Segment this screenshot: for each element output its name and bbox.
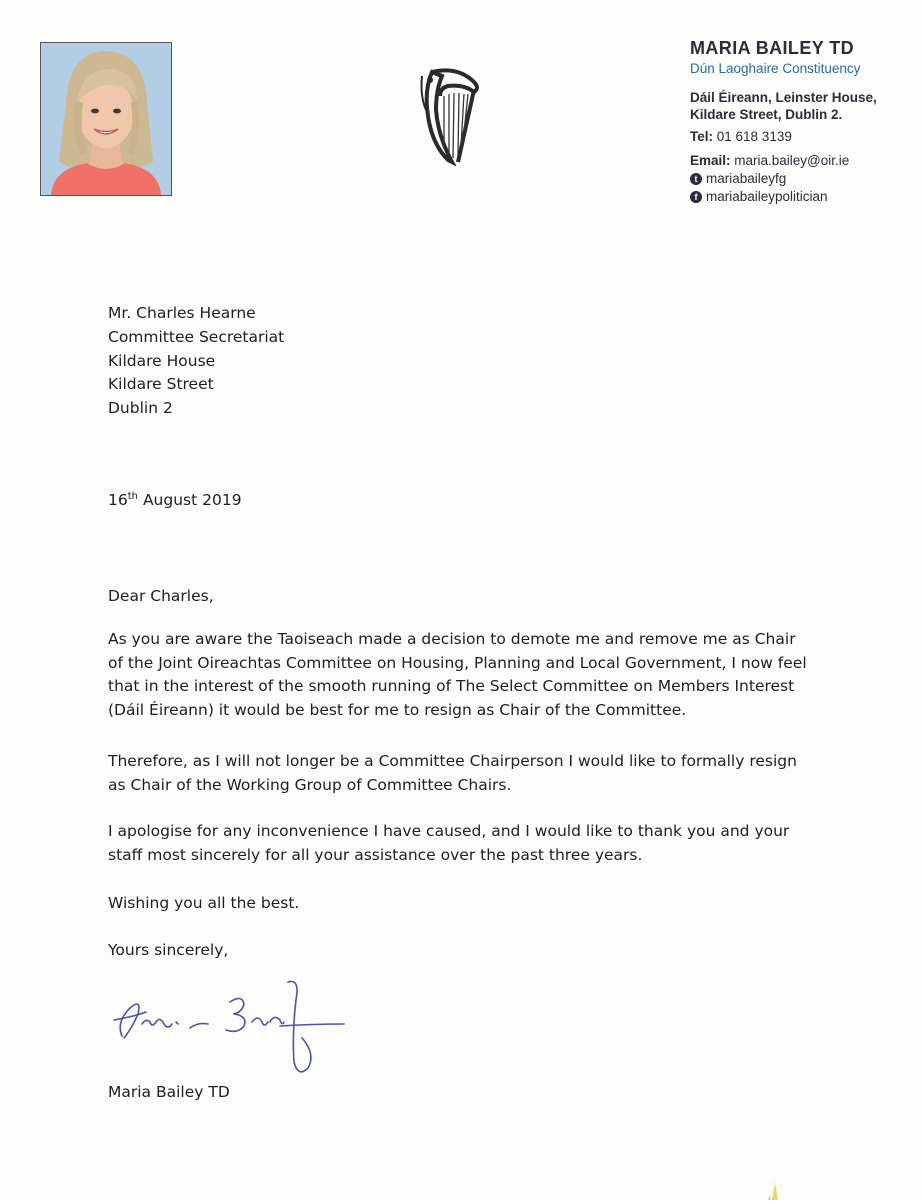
telephone-label: Tel: xyxy=(690,129,713,144)
address-line: Kildare Street, Dublin 2. xyxy=(690,107,843,122)
recipient-line: Dublin 2 xyxy=(108,399,173,418)
sender-name-heading: MARIA BAILEY TD xyxy=(690,38,855,58)
body-paragraph: I apologise for any inconvenience I have caused, and I would like to thank you and your staff most sincerely for all your assistance over the past three years. xyxy=(108,822,790,864)
twitter-icon: t xyxy=(690,173,702,185)
constituency-label: Dún Laoghaire Constituency xyxy=(690,61,861,76)
recipient-address xyxy=(108,302,284,421)
twitter-line xyxy=(690,170,910,188)
portrait-photo xyxy=(40,42,172,196)
letterhead xyxy=(690,38,910,206)
sender-address xyxy=(690,89,910,123)
recipient-line: Mr. Charles Hearne xyxy=(108,304,256,322)
facebook-handle: mariabaileypolitician xyxy=(706,189,828,204)
letter-date xyxy=(108,491,242,509)
twitter-handle: mariabaileyfg xyxy=(706,171,787,186)
email-label: Email: xyxy=(690,153,731,168)
recipient-line: Kildare Street xyxy=(108,375,214,394)
date-suffix: th xyxy=(127,491,138,502)
portrait-illustration xyxy=(41,43,171,195)
body-paragraph: As you are aware the Taoiseach made a decision to demote me and remove me as Chair of the Joint Oireachtas Committee on Housing, Planning and Local Government, I now feel that in the interest of the smooth running of The Select Committee on Members Interest (Dáil Éireann) it would be best for me to resign as Chair of the Committee. xyxy=(108,630,807,719)
signoff-name: Maria Bailey TD xyxy=(108,1083,230,1101)
corner-mark-icon xyxy=(758,1178,788,1200)
harp-crest-icon xyxy=(418,66,482,166)
body-paragraph: Therefore, as I will not longer be a Committee Chairperson I would like to formally resign as Chair of the Working Group of Committee Chairs. xyxy=(108,752,797,794)
telephone-line xyxy=(690,128,910,146)
date-day: 16 xyxy=(108,491,128,510)
telephone-number: 01 618 3139 xyxy=(716,129,792,144)
facebook-line xyxy=(690,188,910,206)
handwritten-signature xyxy=(112,978,352,1082)
facebook-icon: f xyxy=(690,191,702,203)
email-line xyxy=(690,152,910,170)
date-month-year: August 2019 xyxy=(142,491,242,510)
closing-line: Yours sincerely, xyxy=(108,941,229,959)
salutation: Dear Charles, xyxy=(108,587,214,605)
email-address: maria.bailey@oir.ie xyxy=(734,153,850,168)
body-paragraph: Wishing you all the best. xyxy=(108,894,300,912)
address-line: Dáil Éireann, Leinster House, xyxy=(690,90,877,105)
recipient-line: Committee Secretariat xyxy=(108,327,285,346)
recipient-line: Kildare House xyxy=(108,351,216,370)
